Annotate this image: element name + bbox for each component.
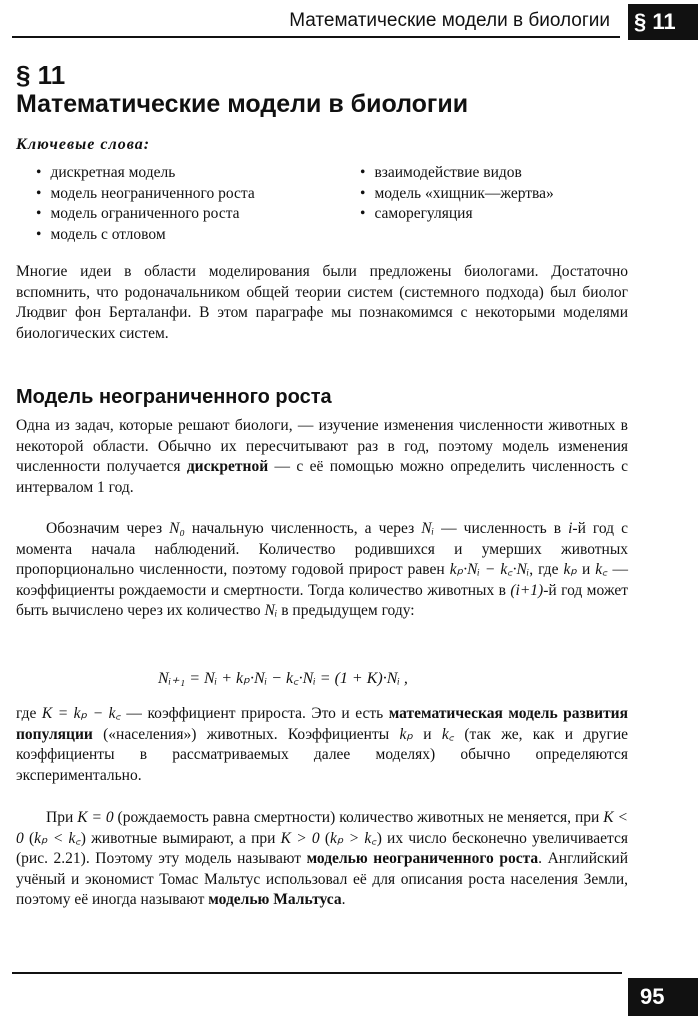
- term-malthus-model: моделью Мальтуса: [208, 891, 342, 908]
- list-item: • модель ограниченного роста: [36, 204, 255, 225]
- keywords-list-right: [360, 163, 554, 225]
- expr-growth: kₚ·Nᵢ − k꜀·Nᵢ: [449, 561, 530, 578]
- term-population-model: математическая модель развития популяции: [16, 705, 628, 743]
- list-item: • модель «хищник—жертва»: [360, 184, 554, 205]
- page-title: Математические модели в биологии: [16, 90, 469, 118]
- paragraph-3: где K = kₚ − k꜀ — коэффициент прироста. Это и есть математическая модель развития популяции («населения») животных. Коэффициенты kₚ и k꜀ (так же, как и другие коэффициенты в рассматриваемых далее моделях) обычно определяются экспериментально.: [16, 705, 629, 784]
- symbol-k-definition: K = kₚ − k꜀: [41, 705, 121, 722]
- keywords-label: Ключевые слова:: [16, 136, 151, 153]
- symbol-kp: kₚ: [399, 725, 413, 743]
- symbol-i-plus-1: (i+1): [510, 581, 544, 599]
- symbol-k-positive: K > 0: [280, 829, 320, 847]
- symbol-kp-less-kc: kₚ < k꜀: [34, 829, 81, 847]
- list-item: • модель неограниченного роста: [36, 184, 255, 205]
- intro-paragraph: Многие идеи в области моделирования были предложены биологами. Достаточно вспомнить, что родоначальником общей теории систем (системного подхода) был биолог Людвиг фон Берталанфи. В этом параграфе мы познакомимся с некоторыми моделями биологических систем.: [16, 263, 628, 342]
- symbol-ni: Nᵢ: [264, 602, 278, 619]
- list-item: • взаимодействие видов: [360, 163, 554, 184]
- formula: Nᵢ₊₁ = Nᵢ + kₚ·Nᵢ − k꜀·Nᵢ = (1 + K)·Nᵢ ,: [158, 670, 408, 687]
- header-rule: [12, 36, 620, 38]
- running-header-title: Математические модели в биологии: [289, 10, 610, 31]
- paragraph-4: При K = 0 (рождаемость равна смертности) количество животных не меняется, при K < 0 (kₚ < k꜀) животные вымирают, а при K > 0 (kₚ > k꜀) их число бесконечно увеличивается (рис. 2.21). Поэтому эту модель называют моделью неограниченного роста. Английский учёный и экономист Томас Мальтус использовал её для описания роста населения Земли, поэтому её иногда называют моделью Мальтуса.: [16, 809, 628, 908]
- list-item: • саморегуляция: [360, 204, 554, 225]
- term-discrete: дискретной: [186, 458, 269, 475]
- subsection-title: Модель неограниченного роста: [16, 386, 332, 408]
- list-item: • дискретная модель: [36, 163, 255, 184]
- keywords-list-left: [36, 163, 255, 245]
- symbol-kp: kₚ: [563, 561, 577, 578]
- page-number: 95: [628, 978, 698, 1016]
- symbol-kc: k꜀: [595, 561, 608, 578]
- symbol-n0: N₀: [169, 520, 185, 537]
- paragraph-1: Одна из задач, которые решают биологи, — изучение изменения численности животных в некоторой области. Обычно их пересчитывают раз в год, поэтому модель изменения численности получается дискретной — с её помощью можно определить численность с интервалом 1 год.: [16, 417, 628, 496]
- footer-rule: [12, 972, 622, 974]
- symbol-i: i: [568, 520, 573, 537]
- symbol-kp-greater-kc: kₚ > k꜀: [330, 829, 377, 847]
- symbol-k-negative: K < 0: [16, 809, 628, 847]
- paragraph-2: Обозначим через N₀ начальную численность, а через Nᵢ — численность в i-й год с момента начала наблюдений. Количество родившихся и умерших животных пропорционально численности, поэтому годовой прирост равен kₚ·Nᵢ − k꜀·Nᵢ, где kₚ и k꜀ — коэффициенты рождаемости и смертности. Тогда количество животных в (i+1)-й год может быть вычислено через их количество Nᵢ в предыдущем году:: [16, 520, 629, 619]
- symbol-k-zero: K = 0: [77, 809, 114, 826]
- list-item: • модель с отловом: [36, 225, 255, 246]
- section-number: § 11: [16, 60, 66, 90]
- symbol-ni: Nᵢ: [421, 520, 435, 537]
- term-unbounded-growth: моделью неограниченного роста: [306, 850, 539, 867]
- section-badge: § 11: [628, 4, 698, 40]
- symbol-kc: k꜀: [441, 725, 455, 743]
